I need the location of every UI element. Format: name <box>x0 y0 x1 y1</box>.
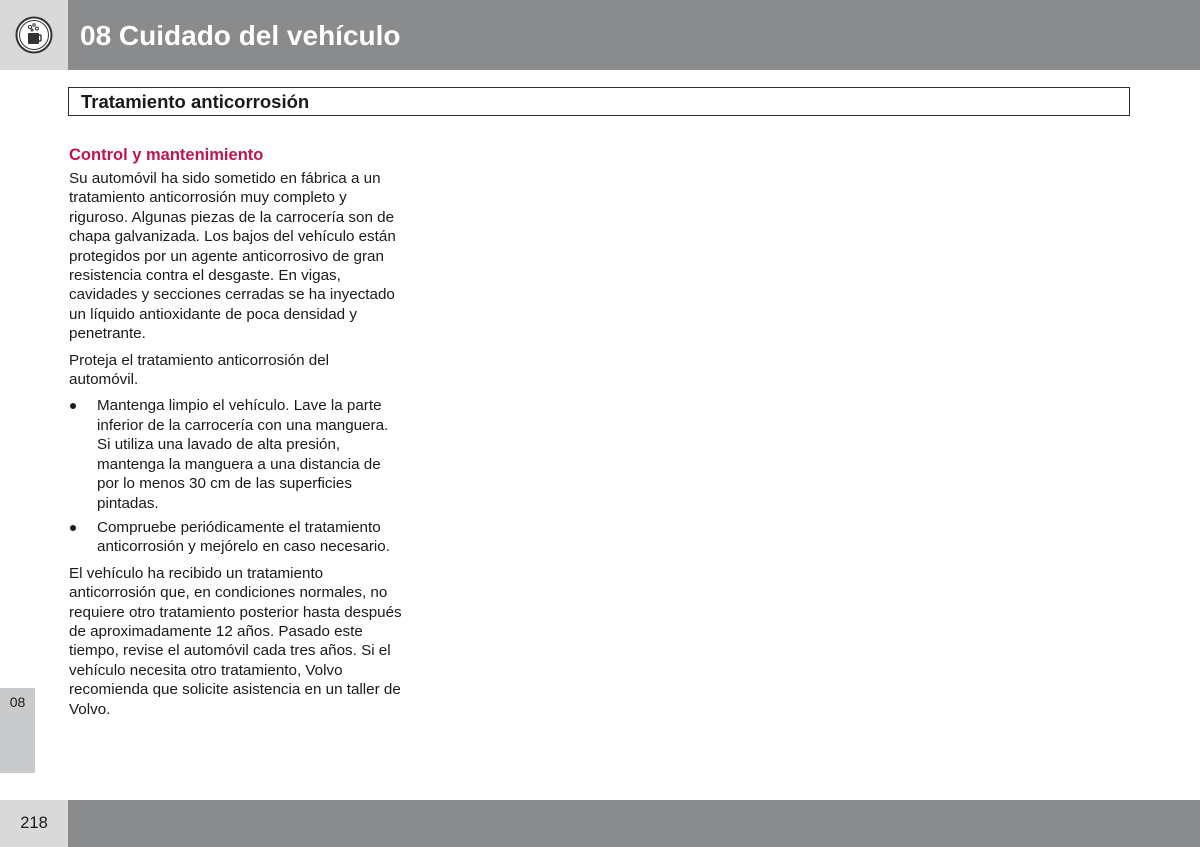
bullet-list <box>69 396 402 556</box>
bullet-dot-icon <box>70 403 76 409</box>
paragraph-treatment: El vehículo ha recibido un tratamiento anticorrosión que, en condiciones normales, no requiere otro tratamiento posterior hasta después de aproximadamente 12 años. Pasado este tiempo, revise el automóvil cada tres años. Si el vehículo necesita otro tratamiento, Volvo recomienda que solicite asistencia en un taller de Volvo. <box>69 564 402 718</box>
side-tab-label: 08 <box>9 694 26 710</box>
footer-bar <box>68 800 1200 847</box>
chapter-side-tab <box>0 688 35 773</box>
paragraph-intro: Su automóvil ha sido sometido en fábrica a un tratamiento anticorrosión muy completo y riguroso. Algunas piezas de la carrocería son de chapa galvanizada. Los bajos del vehículo están protegidos por un agente anticorrosivo de gran resistencia contra el desgaste. En vigas, cavidades y secciones cerradas se ha inyectado un líquido antioxidante de poca densidad y penetrante. <box>69 170 396 343</box>
page-number: 218 <box>20 814 48 832</box>
section-title: Tratamiento anticorrosión <box>81 91 310 112</box>
paragraph-protect: Proteja el tratamiento anticorrosión del automóvil. <box>69 351 330 389</box>
bullet-dot-icon <box>70 525 76 531</box>
section-title-box <box>68 87 1130 116</box>
subheading: Control y mantenimiento <box>69 146 264 164</box>
header-bar <box>68 0 1200 70</box>
bullet-text: Compruebe periódicamente el tratamiento anticorrosión y mejórelo en caso necesario. <box>97 518 390 556</box>
footer-page-box <box>0 800 68 847</box>
chapter-title: 08 Cuidado del vehículo <box>80 20 401 51</box>
bullet-item <box>69 396 402 512</box>
body-content <box>69 145 402 726</box>
bullet-text: Mantenga limpio el vehículo. Lave la parte inferior de la carrocería con una manguera. Si utiliza una lavado de alta presión, mantenga la manguera a una distancia de por lo menos 30 cm de las superficies pintadas. <box>97 397 389 512</box>
header-icon-box <box>0 0 68 70</box>
bullet-item <box>69 518 402 557</box>
car-care-wash-icon <box>15 16 53 54</box>
